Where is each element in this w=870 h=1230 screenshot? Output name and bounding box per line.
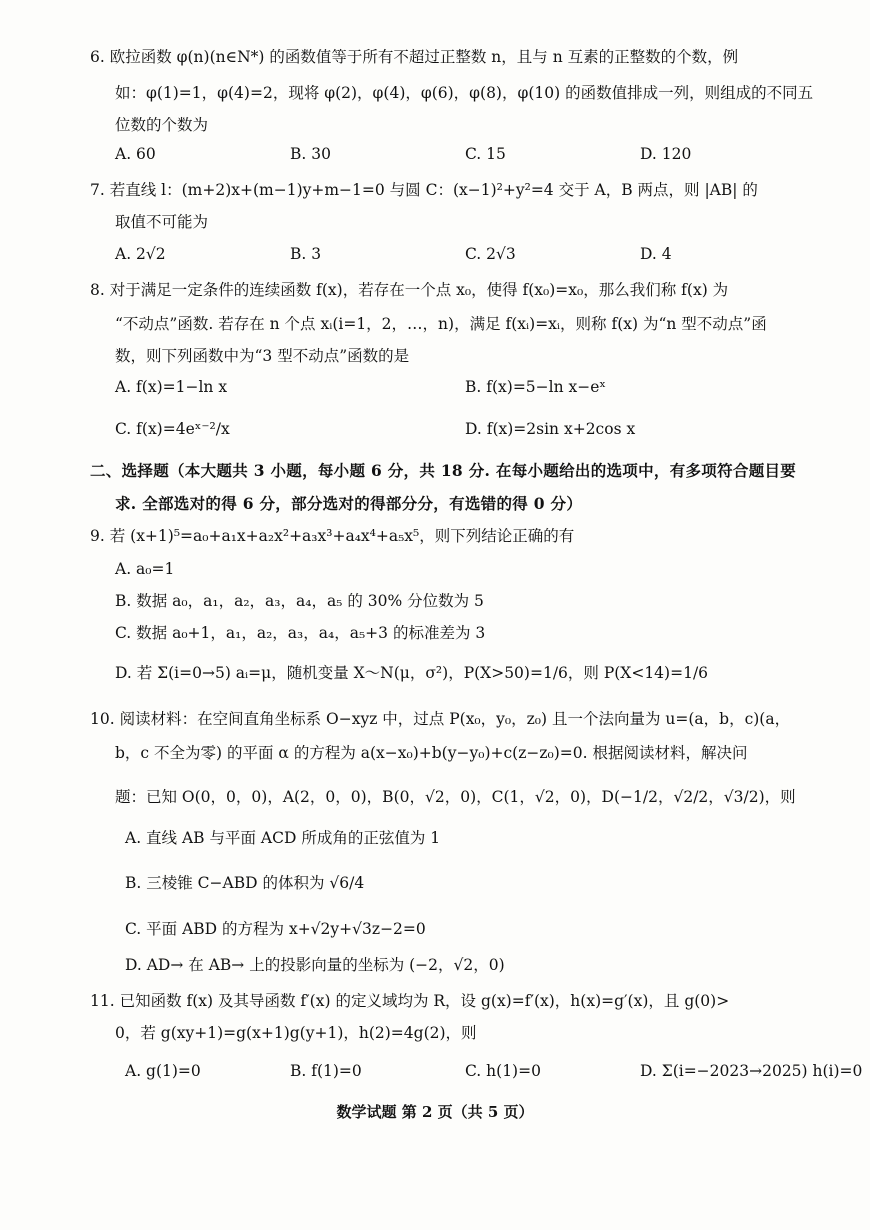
q11-option-d: D. Σ(i=−2023→2025) h(i)=0 — [640, 1062, 863, 1080]
section-heading-line1: 二、选择题（本大题共 3 小题，每小题 6 分，共 18 分. 在每小题给出的选项中，有多项符合题目要 — [90, 461, 797, 480]
q6-option-a: A. 60 — [115, 145, 156, 163]
q6-line3: 位数的个数为 — [115, 116, 209, 134]
q10-option-d: D. AD→ 在 AB→ 上的投影向量的坐标为 (−2，√2，0) — [125, 956, 505, 974]
q7-option-b: B. 3 — [290, 245, 322, 263]
page-footer: 数学试题 第 2 页（共 5 页） — [336, 1103, 534, 1121]
q10-line3: 题：已知 O(0，0，0)，A(2，0，0)，B(0，√2，0)，C(1，√2，0)，D(−1/2，√2/2，√3/2)，则 — [115, 788, 796, 806]
q8-option-a: A. f(x)=1−ln x — [115, 378, 228, 396]
q10-option-a: A. 直线 AB 与平面 ACD 所成角的正弦值为 1 — [125, 829, 441, 847]
q8-line2: “不动点”函数. 若存在 n 个点 xᵢ(i=1，2，…，n)，满足 f(xᵢ)=xᵢ，则称 f(x) 为“n 型不动点”函 — [115, 315, 767, 333]
q9-option-b: B. 数据 a₀，a₁，a₂，a₃，a₄，a₅ 的 30% 分位数为 5 — [115, 592, 484, 610]
q6-option-c: C. 15 — [465, 145, 506, 163]
q11-option-c: C. h(1)=0 — [465, 1062, 541, 1080]
q8-option-c: C. f(x)=4eˣ⁻²/x — [115, 420, 230, 438]
q8-line1: 8. 对于满足一定条件的连续函数 f(x)，若存在一个点 x₀，使得 f(x₀)=x₀，那么我们称 f(x) 为 — [90, 281, 729, 299]
q6-line2: 如：φ(1)=1，φ(4)=2，现将 φ(2)，φ(4)，φ(6)，φ(8)，φ(10) 的函数值排成一列，则组成的不同五 — [115, 84, 814, 102]
q10-option-b: B. 三棱锥 C−ABD 的体积为 √6/4 — [125, 874, 365, 892]
section-heading-line2: 求. 全部选对的得 6 分，部分选对的得部分分，有选错的得 0 分） — [115, 494, 583, 513]
q9-option-a: A. a₀=1 — [115, 560, 175, 578]
q11-option-a: A. g(1)=0 — [125, 1062, 201, 1080]
q9-option-c: C. 数据 a₀+1，a₁，a₂，a₃，a₄，a₅+3 的标准差为 3 — [115, 624, 486, 642]
q7-line2: 取值不可能为 — [115, 213, 209, 231]
q10-option-c: C. 平面 ABD 的方程为 x+√2y+√3z−2=0 — [125, 920, 426, 938]
q9-option-d: D. 若 Σ(i=0→5) aᵢ=μ，随机变量 X～N(μ，σ²)，P(X>50)=1/6，则 P(X<14)=1/6 — [115, 664, 709, 682]
q6-option-b: B. 30 — [290, 145, 331, 163]
q8-option-b: B. f(x)=5−ln x−eˣ — [465, 378, 606, 396]
q7-option-d: D. 4 — [640, 245, 672, 263]
q6-option-d: D. 120 — [640, 145, 692, 163]
q9-line1: 9. 若 (x+1)⁵=a₀+a₁x+a₂x²+a₃x³+a₄x⁴+a₅x⁵，则下列结论正确的有 — [90, 527, 575, 545]
q7-line1: 7. 若直线 l：(m+2)x+(m−1)y+m−1=0 与圆 C：(x−1)²+y²=4 交于 A，B 两点，则 |AB| 的 — [90, 181, 758, 199]
q7-option-a: A. 2√2 — [115, 245, 166, 263]
q7-option-c: C. 2√3 — [465, 245, 516, 263]
q6-line1: 6. 欧拉函数 φ(n)(n∈N*) 的函数值等于所有不超过正整数 n，且与 n 互素的正整数的个数，例 — [90, 48, 739, 66]
q10-line1: 10. 阅读材料：在空间直角坐标系 O−xyz 中，过点 P(x₀，y₀，z₀) 且一个法向量为 u=(a，b，c)(a， — [90, 710, 791, 728]
q10-line2: b，c 不全为零) 的平面 α 的方程为 a(x−x₀)+b(y−y₀)+c(z−z₀)=0. 根据阅读材料，解决问 — [115, 744, 748, 762]
q11-option-b: B. f(1)=0 — [290, 1062, 362, 1080]
q8-line3: 数，则下列函数中为“3 型不动点”函数的是 — [115, 347, 410, 365]
q8-option-d: D. f(x)=2sin x+2cos x — [465, 420, 636, 438]
q11-line1: 11. 已知函数 f(x) 及其导函数 f′(x) 的定义域均为 R，设 g(x)=f′(x)，h(x)=g′(x)，且 g(0)> — [90, 992, 730, 1010]
q11-line2: 0，若 g(xy+1)=g(x+1)g(y+1)，h(2)=4g(2)，则 — [115, 1024, 477, 1042]
